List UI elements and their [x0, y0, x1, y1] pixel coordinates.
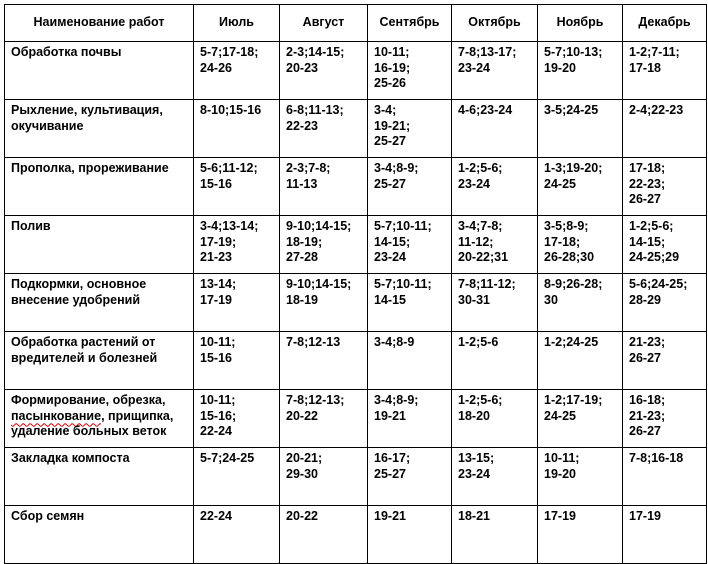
- cell-dates: 7-8;13-17; 23-24: [458, 45, 517, 75]
- row-label: [5, 332, 194, 390]
- table-cell: [538, 42, 623, 100]
- table-cell: [194, 506, 280, 564]
- header-august: Август: [280, 5, 368, 42]
- table-row: [5, 274, 707, 332]
- table-cell: [452, 42, 538, 100]
- header-october: Октябрь: [452, 5, 538, 42]
- table-row: [5, 448, 707, 506]
- table-cell: [452, 506, 538, 564]
- cell-dates: 3-4;8-9; 25-27: [374, 161, 419, 191]
- cell-dates: 5-7;10-11; 14-15; 23-24: [374, 219, 432, 264]
- row-label: [5, 158, 194, 216]
- table-cell: [452, 332, 538, 390]
- cell-dates: 17-18; 22-23; 26-27: [629, 161, 666, 206]
- table-cell: [368, 100, 452, 158]
- table-cell: [623, 100, 707, 158]
- row-label-part: Формирование, обрезка,: [11, 393, 166, 407]
- table-cell: [368, 506, 452, 564]
- cell-dates: 1-2;5-6; 23-24: [458, 161, 503, 191]
- cell-dates: 7-8;11-12; 30-31: [458, 277, 516, 307]
- row-label-text: Обработка растений от вредителей и болезней: [11, 335, 158, 365]
- table-cell: [623, 42, 707, 100]
- table-cell: [538, 274, 623, 332]
- table-cell: [538, 100, 623, 158]
- table-cell: [194, 100, 280, 158]
- table-cell: [538, 506, 623, 564]
- cell-dates: 16-18; 21-23; 26-27: [629, 393, 666, 438]
- cell-dates: 20-21; 29-30: [286, 451, 323, 481]
- cell-dates: 18-21: [458, 509, 490, 523]
- work-schedule-table: [4, 4, 707, 564]
- table-cell: [368, 390, 452, 448]
- cell-dates: 21-23; 26-27: [629, 335, 666, 365]
- table-cell: [280, 216, 368, 274]
- table-cell: [280, 390, 368, 448]
- row-label: [5, 100, 194, 158]
- cell-dates: 1-2;7-11; 17-18: [629, 45, 680, 75]
- row-label: [5, 390, 194, 448]
- table-cell: [368, 448, 452, 506]
- cell-dates: 13-14; 17-19: [200, 277, 237, 307]
- cell-dates: 9-10;14-15; 18-19; 27-28: [286, 219, 352, 264]
- table-cell: [368, 274, 452, 332]
- table-cell: [623, 332, 707, 390]
- table-cell: [623, 390, 707, 448]
- cell-dates: 1-3;19-20; 24-25: [544, 161, 603, 191]
- table-header-row: [5, 5, 707, 42]
- table-cell: [623, 448, 707, 506]
- row-label-part: удаление больных веток: [11, 424, 167, 438]
- row-label-text: Закладка компоста: [11, 451, 130, 465]
- table-cell: [623, 158, 707, 216]
- table-cell: [538, 390, 623, 448]
- table-cell: [452, 158, 538, 216]
- row-label: [5, 274, 194, 332]
- table-cell: [194, 332, 280, 390]
- cell-dates: 16-17; 25-27: [374, 451, 411, 481]
- table-cell: [538, 448, 623, 506]
- table-cell: [452, 448, 538, 506]
- row-label: [5, 506, 194, 564]
- header-july: Июль: [194, 5, 280, 42]
- cell-dates: 5-7;17-18; 24-26: [200, 45, 259, 75]
- table-cell: [368, 42, 452, 100]
- header-november: Ноябрь: [538, 5, 623, 42]
- table-cell: [280, 42, 368, 100]
- row-label: [5, 42, 194, 100]
- table-cell: [623, 216, 707, 274]
- table-row: [5, 42, 707, 100]
- cell-dates: 13-15; 23-24: [458, 451, 495, 481]
- cell-dates: 3-4;8-9: [374, 335, 415, 349]
- cell-dates: 9-10;14-15; 18-19: [286, 277, 352, 307]
- row-label-text: Обработка почвы: [11, 45, 122, 59]
- cell-dates: 3-4;8-9; 19-21: [374, 393, 419, 423]
- table-cell: [280, 274, 368, 332]
- cell-dates: 10-11; 15-16; 22-24: [200, 393, 237, 438]
- cell-dates: 3-4;13-14; 17-19; 21-23: [200, 219, 259, 264]
- cell-dates: 2-3;7-8; 11-13: [286, 161, 331, 191]
- cell-dates: 19-21: [374, 509, 406, 523]
- table-cell: [368, 158, 452, 216]
- cell-dates: 5-6;11-12; 15-16: [200, 161, 258, 191]
- cell-dates: 2-3;14-15; 20-23: [286, 45, 345, 75]
- spellcheck-word: пасынкование: [11, 408, 102, 423]
- table-row: [5, 506, 707, 564]
- table-cell: [280, 332, 368, 390]
- table-cell: [538, 332, 623, 390]
- cell-dates: 10-11; 15-16: [200, 335, 236, 365]
- table-cell: [194, 216, 280, 274]
- header-december: Декабрь: [623, 5, 707, 42]
- table-row: [5, 390, 707, 448]
- row-label: [5, 216, 194, 274]
- table-cell: [368, 332, 452, 390]
- cell-dates: 8-9;26-28; 30: [544, 277, 603, 307]
- table-cell: [623, 274, 707, 332]
- table-cell: [623, 506, 707, 564]
- table-cell: [538, 158, 623, 216]
- cell-dates: 7-8;16-18: [629, 451, 684, 465]
- row-label: [5, 448, 194, 506]
- row-label-text: Рыхление, культивация, окучивание: [11, 103, 163, 133]
- cell-dates: 20-22: [286, 509, 318, 523]
- cell-dates: 10-11; 16-19; 25-26: [374, 45, 411, 90]
- cell-dates: 1-2;5-6; 18-20: [458, 393, 503, 423]
- cell-dates: 3-4;7-8; 11-12; 20-22;31: [458, 219, 509, 264]
- table-cell: [280, 506, 368, 564]
- table-row: [5, 100, 707, 158]
- table-cell: [194, 448, 280, 506]
- table-cell: [538, 216, 623, 274]
- cell-dates: 2-4;22-23: [629, 103, 684, 117]
- cell-dates: 5-7;10-11; 14-15: [374, 277, 432, 307]
- cell-dates: 5-7;10-13; 19-20: [544, 45, 603, 75]
- table-cell: [368, 216, 452, 274]
- cell-dates: 1-2;24-25: [544, 335, 599, 349]
- table-row: [5, 332, 707, 390]
- row-label-text: [11, 393, 187, 440]
- table-cell: [452, 274, 538, 332]
- cell-dates: 5-7;24-25: [200, 451, 255, 465]
- cell-dates: 1-2;5-6: [458, 335, 499, 349]
- cell-dates: 4-6;23-24: [458, 103, 513, 117]
- row-label-text: Прополка, прореживание: [11, 161, 169, 175]
- header-work: Наименование работ: [5, 5, 194, 42]
- row-label-text: Полив: [11, 219, 51, 233]
- cell-dates: 1-2;5-6; 14-15; 24-25;29: [629, 219, 680, 264]
- cell-dates: 3-5;8-9; 17-18; 26-28;30: [544, 219, 595, 264]
- cell-dates: 1-2;17-19; 24-25: [544, 393, 603, 423]
- cell-dates: 8-10;15-16: [200, 103, 262, 117]
- table-cell: [194, 158, 280, 216]
- cell-dates: 3-5;24-25: [544, 103, 599, 117]
- table-cell: [194, 274, 280, 332]
- row-label-text: Сбор семян: [11, 509, 85, 523]
- cell-dates: 17-19: [629, 509, 661, 523]
- header-september: Сентябрь: [368, 5, 452, 42]
- cell-dates: 5-6;24-25; 28-29: [629, 277, 688, 307]
- cell-dates: 7-8;12-13; 20-22: [286, 393, 345, 423]
- cell-dates: 17-19: [544, 509, 576, 523]
- table-row: [5, 158, 707, 216]
- table-cell: [194, 390, 280, 448]
- table-cell: [452, 216, 538, 274]
- cell-dates: 3-4; 19-21; 25-27: [374, 103, 411, 148]
- row-label-text: Подкормки, основное внесение удобрений: [11, 277, 147, 307]
- table-cell: [194, 42, 280, 100]
- cell-dates: 22-24: [200, 509, 232, 523]
- table-cell: [280, 448, 368, 506]
- table-cell: [452, 390, 538, 448]
- row-label-part: , прищипка,: [101, 408, 174, 423]
- table-row: [5, 216, 707, 274]
- cell-dates: 10-11; 19-20: [544, 451, 580, 481]
- table-cell: [280, 158, 368, 216]
- cell-dates: 6-8;11-13; 22-23: [286, 103, 344, 133]
- cell-dates: 7-8;12-13: [286, 335, 341, 349]
- table-cell: [452, 100, 538, 158]
- table-cell: [280, 100, 368, 158]
